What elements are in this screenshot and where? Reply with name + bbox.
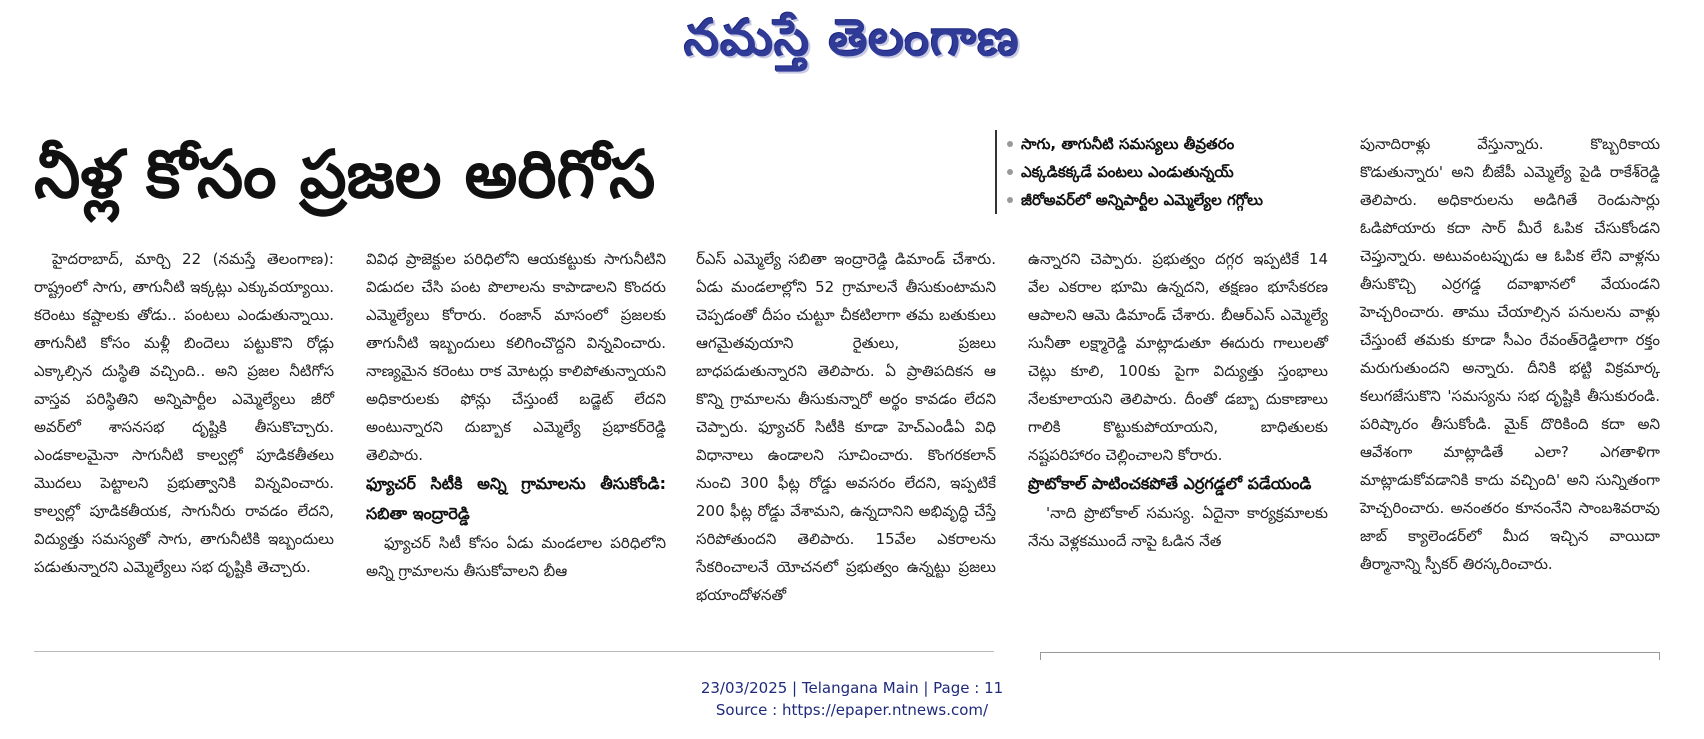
- column-2-text-continued: ఫ్యూచర్ సిటీ కోసం ఏడు మండలాల పరిధిలోని అన్ని గ్రామాలను తీసుకోవాలని బీఆ: [366, 534, 666, 580]
- divider-rule-tick: [1040, 652, 1041, 660]
- newspaper-masthead: నమస్తే తెలంగాణ: [684, 9, 1020, 67]
- column-1-text: హైదరాబాద్, మార్చి 22 (నమస్తే తెలంగాణ): రాష్ట్రంలో సాగు, తాగునీటి ఇక్కట్లు ఎక్కువయ్యాయి. కరెంటు కష్టాలకు తోడు.. పంటలు ఎండుతున్నాయి. తాగునీటి కోసం మళ్లీ బిందెలు పట్టుకొని రోడ్లు ఎక్కాల్సిన దుస్థితి వచ్చింది.. అని ప్రజల నీటిగోస వాస్తవ పరిస్థితిని అన్నిపార్టీల ఎమ్మెల్యేలు జీరో అవర్‌లో శాసనసభ దృష్టికి తీసుకొచ్చారు. ఎండకాలమైనా సాగునీటి కాల్వల్లో పూడికతీతలు మొదలు పెట్టాలని ప్రభుత్వానికి విన్నవించారు. కాల్వల్లో పూడికతీయక, సాగునీరు రావడం లేదని, విద్యుత్తు సమస్యతో సాగు, తాగునీటికి ఇబ్బందులు పడుతున్నారని ఎమ్మెల్యేలు సభ దృష్టికి తెచ్చారు.: [34, 250, 334, 576]
- article-column-2: [366, 245, 666, 585]
- headline-bullet-list: [995, 130, 1367, 214]
- article-column-3: [696, 245, 996, 609]
- column-5-text: పునాదిరాళ్లు వేస్తున్నారు. కొబ్బరికాయ కొడుతున్నారు' అని బీజేపీ ఎమ్మెల్యే పైడి రాకేశ్‌రెడ్డి తెలిపారు. అధికారులను అడిగితే రెండుసార్లు ఓడిపోయారు కదా సార్ మీరే ఓపిక చేసుకోండని చెప్తున్నారు. అటువంటప్పుడు ఆ ఓపిక లేని వాళ్లను తీసుకొచ్చి ఎర్రగడ్డ దవాఖానలో వేయండని హెచ్చరించారు. తాము చేయాల్సిన పనులను వాళ్లు చేస్తుంటే తమకు కూడా సీఎం రేవంత్‌రెడ్డిలాగా రక్తం మరుగుతుందని అన్నారు. దీనికి భట్టి విక్రమార్క కలుగజేసుకొని 'సమస్యను సభ దృష్టికి తీసుకురండి. పరిష్కారం తీసుకోండి. మైక్ దొరికింది కదా అని ఆవేశంగా మాట్లాడితే ఎలా? ఎగతాళిగా మాట్లాడుకోవడానికి కాదు వచ్చింది' అని సున్నితంగా హెచ్చరించారు. అనంతరం కూనంనేని సాంబశివరావు జాబ్ క్యాలెండర్‌లో మీద ఇచ్చిన వాయిదా తీర్మానాన్ని స్పీకర్ తిరస్కరించారు.: [1360, 135, 1660, 573]
- bullet-point: సాగు, తాగునీటి సమస్యలు తీవ్రతరం: [1007, 130, 1367, 158]
- article-column-1: [34, 245, 334, 581]
- article-headline: నీళ్ల కోసం ప్రజల అరిగోస: [34, 136, 656, 213]
- article-column-4: [1028, 245, 1328, 555]
- column-4-text: ఉన్నారని చెప్పారు. ప్రభుత్వం దగ్గర ఇప్పటికే 14 వేల ఎకరాల భూమి ఉన్నదని, తక్షణం భూసేకరణ ఆపాలని ఆమె డిమాండ్ చేశారు. బీఆర్‌ఎస్ ఎమ్మెల్యే సునీతా లక్ష్మారెడ్డి మాట్లాడుతూ ఈదురు గాలులతో చెట్లు కూలి, 100కు పైగా విద్యుత్తు స్తంభాలు నేలకూలాయని తెలిపారు. దీంతో డబ్బా దుకాణాలు గాలికి కొట్టుకుపోయాయని, బాధితులకు నష్టపరిహారం చెల్లించాలని కోరారు.: [1028, 250, 1328, 464]
- footer-source-link[interactable]: Source : https://epaper.ntnews.com/: [715, 701, 989, 719]
- bullet-point: ఎక్కడికక్కడే పంటలు ఎండుతున్నయ్: [1007, 158, 1367, 186]
- subheading-future-city: ఫ్యూచర్ సిటీకి అన్ని గ్రామాలను తీసుకోండి: సబితా ఇంద్రారెడ్డి: [366, 474, 666, 523]
- column-2-text: వివిధ ప్రాజెక్టుల పరిధిలోని ఆయకట్టుకు సాగునీటిని విడుదల చేసి పంట పొలాలను కాపాడాలని కొందరు ఎమ్మెల్యేలు కోరారు. రంజాన్ మాసంలో ప్రజలకు తాగునీటి ఇబ్బందులు కలిగించొద్దని విన్నవించారు. నాణ్యమైన కరెంటు రాక మోటర్లు కాలిపోతున్నాయని అధికారులకు ఫోన్లు చేస్తుంటే బడ్జెట్ లేదని అంటున్నారని దుబ్బాక ఎమ్మెల్యే ప్రభాకర్‌రెడ్డి తెలిపారు.: [366, 250, 666, 464]
- bullet-point: జీరోఅవర్‌లో అన్నిపార్టీల ఎమ్మెల్యేల గగ్గోలు: [1007, 186, 1367, 214]
- column-3-text: ర్‌ఎస్ ఎమ్మెల్యే సబితా ఇంద్రారెడ్డి డిమాండ్ చేశారు. ఏడు మండలాల్లోని 52 గ్రామాలనే తీసుకుంటామని చెప్పడంతో దీపం చుట్టూ చీకటిలాగా తమ బతుకులు ఆగమైతవుయాని రైతులు, ప్రజలు బాధపడుతున్నారని తెలిపారు. ఏ ప్రాతిపదికన ఆ కొన్ని గ్రామాలను తీసుకున్నారో అర్థం కావడం లేదని చెప్పారు. ఫ్యూచర్ సిటీకి కూడా హెచ్‌ఎండీఏ విధి విధానాలు ఉండాలని సూచించారు. కొంగరకలాన్ నుంచి 300 ఫీట్ల రోడ్డు అవసరం లేదని, ఇప్పటికే 200 ఫీట్ల రోడ్డు వేశామని, ఉన్నదానిని అభివృద్ధి చేస్తే సరిపోతుందని తెలిపారు. 15వేల ఎకరాలను సేకరించాలనే యోచనలో ప్రభుత్వం ఉన్నట్టు ప్రజలు భయాందోళనతో: [696, 250, 996, 604]
- column-4-text-continued: 'నాది ప్రొటోకాల్ సమస్య. ఏదైనా కార్యక్రమాలకు నేను వెళ్లకముందే నాపై ఓడిన నేత: [1028, 504, 1328, 550]
- footer-date-edition-page: 23/03/2025 | Telangana Main | Page : 11: [700, 679, 1004, 697]
- subheading-protocol: ప్రొటోకాల్ పాటించకపోతే ఎర్రగడ్డలో పడేయండి: [1028, 474, 1312, 493]
- article-column-5: [1360, 130, 1660, 578]
- divider-rule: [34, 651, 994, 652]
- divider-rule-tick: [1659, 652, 1660, 660]
- divider-rule: [1040, 652, 1660, 653]
